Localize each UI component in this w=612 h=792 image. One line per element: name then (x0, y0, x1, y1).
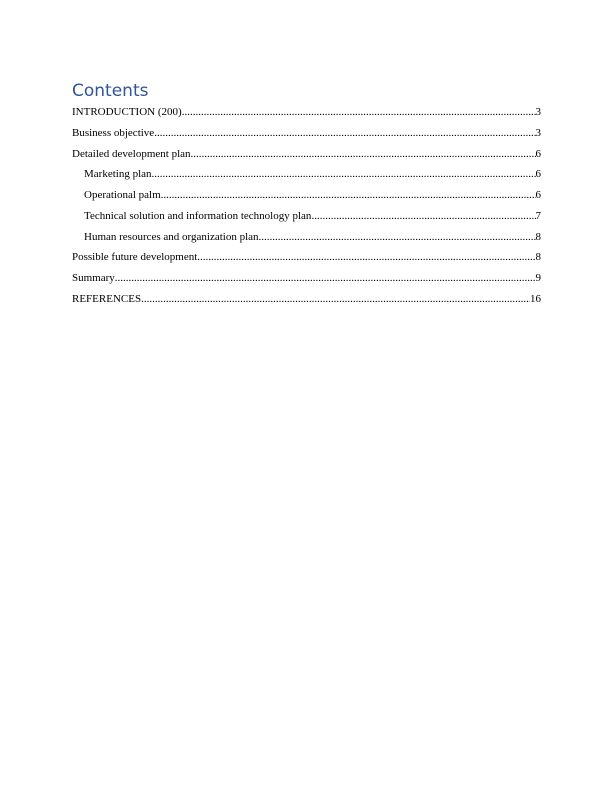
toc-entry-title: Technical solution and information technology plan (84, 209, 312, 222)
toc-entry-title: Detailed development plan (72, 147, 191, 160)
toc-entry-title: Marketing plan (84, 168, 152, 181)
table-of-contents (72, 102, 541, 310)
toc-entry-page: 6 (535, 189, 541, 201)
toc-entry-human-resources[interactable] (72, 227, 541, 248)
toc-dot-leader (141, 289, 530, 310)
toc-dot-leader (182, 102, 536, 123)
toc-entry-title: REFERENCES (72, 292, 142, 305)
toc-entry-page: 8 (535, 251, 541, 264)
toc-entry-introduction[interactable] (72, 102, 541, 123)
toc-entry-page: 9 (535, 272, 541, 284)
toc-entry-page: 3 (535, 126, 541, 139)
toc-entry-title: Business objective (72, 126, 155, 139)
toc-dot-leader (154, 123, 535, 144)
toc-entry-detailed-development-plan[interactable] (72, 144, 541, 165)
toc-dot-leader (259, 227, 536, 248)
toc-entry-title: Human resources and organization plan (84, 230, 259, 243)
toc-dot-leader (191, 144, 536, 165)
toc-entry-title: Possible future development (72, 251, 198, 264)
toc-entry-page: 7 (535, 209, 541, 222)
toc-entry-technical-solution[interactable] (72, 206, 541, 227)
toc-entry-page: 6 (535, 147, 541, 160)
toc-entry-possible-future-development[interactable] (72, 247, 541, 268)
toc-entry-operational-palm[interactable] (72, 185, 541, 206)
toc-heading: Contents (72, 81, 149, 101)
toc-dot-leader (197, 247, 535, 268)
toc-entry-business-objective[interactable] (72, 123, 541, 144)
toc-dot-leader (161, 185, 536, 206)
toc-entry-title: INTRODUCTION (200) (72, 106, 182, 118)
toc-entry-page: 16 (530, 292, 541, 305)
toc-entry-page: 6 (535, 168, 541, 181)
toc-entry-title: Summary (72, 272, 115, 284)
toc-entry-page: 3 (535, 106, 541, 118)
toc-entry-summary[interactable] (72, 268, 541, 289)
toc-dot-leader (152, 164, 536, 185)
toc-entry-marketing-plan[interactable] (72, 164, 541, 185)
toc-dot-leader (115, 268, 536, 289)
toc-entry-page: 8 (535, 230, 541, 243)
toc-entry-title: Operational palm (84, 189, 161, 201)
toc-dot-leader (311, 206, 535, 227)
toc-entry-references[interactable] (72, 289, 541, 310)
